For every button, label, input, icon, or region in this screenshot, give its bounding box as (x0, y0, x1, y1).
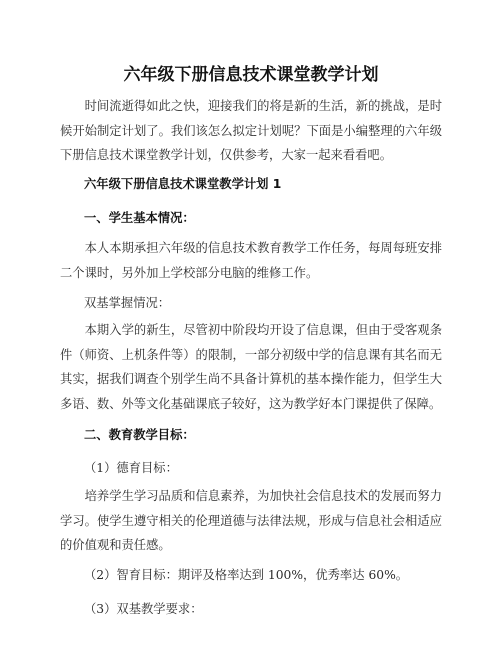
section1-paragraph2: 本期入学的新生，尽管初中阶段均开设了信息课，但由于受客观条件（师资、上机条件等）的限制，一部分初级中学的信息课有其名而无其实，据我们调查个别学生尚不具备计算机的基本操作能力，但学生大多语、数、外等文化基础课底子较好，这为教学好本门课提供了保障。 (60, 323, 442, 412)
section2-item1-text: 培养学生学习品质和信息素养，为加快社会信息技术的发展而努力学习。使学生遵守相关的伦理道德与法律法规，形成与信息社会相适应的价值观和责任感。 (60, 489, 442, 553)
section1-sub-label: 双基掌握情况： (84, 296, 171, 310)
document-title: 六年级下册信息技术课堂教学计划 (123, 65, 379, 85)
section2-item2: （2）智育目标：期评及格率达到 100%，优秀率达 60%。 (84, 568, 409, 582)
plan-title: 六年级下册信息技术课堂教学计划 1 (84, 177, 282, 191)
intro-paragraph: 时间流逝得如此之快，迎接我们的将是新的生活，新的挑战，是时候开始制定计划了。我们该怎么拟定计划呢？下面是小编整理的六年级下册信息技术课堂教学计划，仅供参考，大家一起来看看吧。 (60, 99, 442, 163)
section1-heading: 一、学生基本情况： (84, 211, 195, 225)
section2-item3-label: （3）双基教学要求： (84, 602, 203, 616)
section2-item1-label: （1）德育目标： (84, 461, 178, 475)
section1-paragraph1: 本人本期承担六年级的信息技术教育教学工作任务，每周每班安排二个课时，另外加上学校部分电脑的维修工作。 (60, 241, 442, 280)
section2-heading: 二、教育教学目标： (84, 428, 195, 442)
